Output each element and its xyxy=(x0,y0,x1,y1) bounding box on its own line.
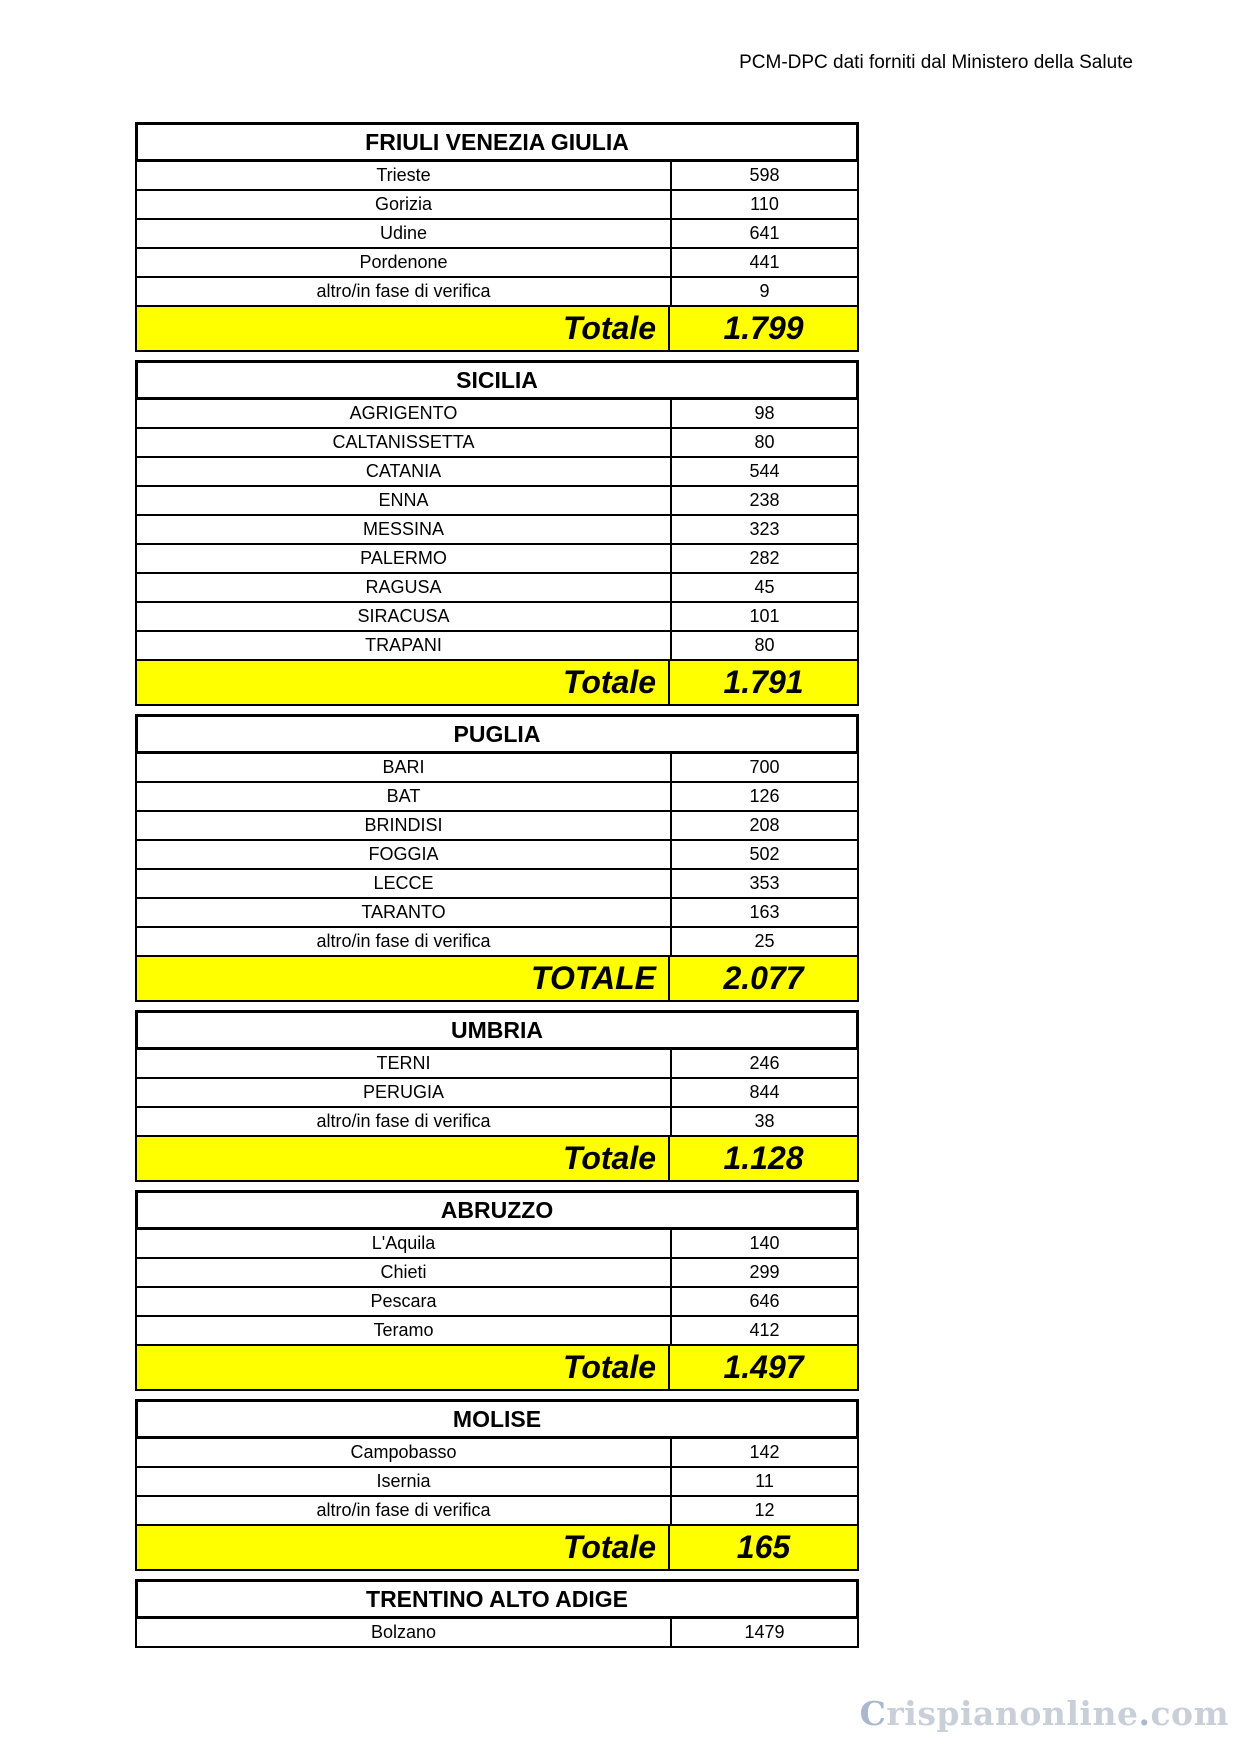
province-value: 80 xyxy=(754,635,775,655)
province-name: Bolzano xyxy=(137,1619,672,1646)
province-name: altro/in fase di verifica xyxy=(137,1108,672,1135)
province-name: PALERMO xyxy=(137,545,672,572)
region-table xyxy=(135,1010,859,1182)
province-name: altro/in fase di verifica xyxy=(137,928,672,955)
province-name: Pordenone xyxy=(137,249,672,276)
region-table xyxy=(135,714,859,1002)
province-value: 98 xyxy=(754,403,775,423)
province-row xyxy=(135,1079,859,1108)
regions-container xyxy=(135,122,859,1656)
province-value: 208 xyxy=(749,815,780,835)
province-row xyxy=(135,487,859,516)
total-value: 1.497 xyxy=(723,1349,804,1385)
total-row xyxy=(135,1526,859,1571)
total-label: TOTALE xyxy=(137,957,670,1000)
total-row xyxy=(135,1137,859,1182)
watermark-dot: . xyxy=(1138,1694,1151,1733)
province-name: Pescara xyxy=(137,1288,672,1315)
province-value: 323 xyxy=(749,519,780,539)
total-value: 1.128 xyxy=(723,1140,804,1176)
province-name: TRAPANI xyxy=(137,632,672,659)
province-row xyxy=(135,1230,859,1259)
province-value: 126 xyxy=(749,786,780,806)
region-table xyxy=(135,360,859,706)
province-name: Isernia xyxy=(137,1468,672,1495)
total-row xyxy=(135,661,859,706)
province-row xyxy=(135,545,859,574)
province-value: 441 xyxy=(749,252,780,272)
province-name: AGRIGENTO xyxy=(137,400,672,427)
total-value: 165 xyxy=(736,1529,791,1565)
province-row xyxy=(135,429,859,458)
province-row xyxy=(135,400,859,429)
province-name: FOGGIA xyxy=(137,841,672,868)
province-value: 25 xyxy=(754,931,775,951)
province-name: Trieste xyxy=(137,162,672,189)
province-name: SIRACUSA xyxy=(137,603,672,630)
province-value: 110 xyxy=(750,194,779,214)
province-row xyxy=(135,841,859,870)
province-value: 9 xyxy=(759,281,770,301)
region-title: MOLISE xyxy=(135,1399,859,1439)
region-table xyxy=(135,1190,859,1391)
province-name: PERUGIA xyxy=(137,1079,672,1106)
region-title: ABRUZZO xyxy=(135,1190,859,1230)
province-name: Gorizia xyxy=(137,191,672,218)
province-value: 140 xyxy=(749,1233,780,1253)
province-name: TERNI xyxy=(137,1050,672,1077)
province-row xyxy=(135,1108,859,1137)
province-value: 502 xyxy=(749,844,780,864)
province-row xyxy=(135,1050,859,1079)
province-name: CATANIA xyxy=(137,458,672,485)
province-name: Udine xyxy=(137,220,672,247)
watermark-body: rispianonline xyxy=(886,1694,1139,1733)
province-row xyxy=(135,1497,859,1526)
province-value: 45 xyxy=(754,577,775,597)
province-name: BRINDISI xyxy=(137,812,672,839)
province-value: 163 xyxy=(749,902,780,922)
province-name: Teramo xyxy=(137,1317,672,1344)
province-value: 412 xyxy=(749,1320,780,1340)
province-row xyxy=(135,249,859,278)
province-row xyxy=(135,1317,859,1346)
province-row xyxy=(135,899,859,928)
total-value: 1.799 xyxy=(723,310,804,346)
province-name: altro/in fase di verifica xyxy=(137,1497,672,1524)
province-row xyxy=(135,632,859,661)
province-value: 641 xyxy=(749,223,780,243)
region-table xyxy=(135,1399,859,1571)
province-name: BARI xyxy=(137,754,672,781)
total-label: Totale xyxy=(137,307,670,350)
province-name: CALTANISSETTA xyxy=(137,429,672,456)
province-value: 282 xyxy=(749,548,780,568)
province-row xyxy=(135,220,859,249)
province-value: 299 xyxy=(749,1262,780,1282)
province-value: 700 xyxy=(749,757,780,777)
source-line: PCM-DPC dati forniti dal Ministero della Salute xyxy=(739,52,1133,73)
province-row xyxy=(135,1468,859,1497)
province-row xyxy=(135,928,859,957)
region-title: UMBRIA xyxy=(135,1010,859,1050)
province-name: LECCE xyxy=(137,870,672,897)
province-row xyxy=(135,1259,859,1288)
total-label: Totale xyxy=(137,661,670,704)
province-name: BAT xyxy=(137,783,672,810)
province-name: Chieti xyxy=(137,1259,672,1286)
total-row xyxy=(135,957,859,1002)
watermark-tail: com xyxy=(1150,1694,1229,1733)
province-row xyxy=(135,783,859,812)
province-name: RAGUSA xyxy=(137,574,672,601)
province-value: 80 xyxy=(754,432,775,452)
watermark-lead: C xyxy=(859,1694,887,1733)
province-row xyxy=(135,278,859,307)
province-row xyxy=(135,1439,859,1468)
total-label: Totale xyxy=(137,1346,670,1389)
province-value: 11 xyxy=(755,1471,774,1491)
province-row xyxy=(135,458,859,487)
province-row xyxy=(135,1288,859,1317)
province-row xyxy=(135,574,859,603)
total-value: 1.791 xyxy=(723,664,804,700)
province-row xyxy=(135,1619,859,1648)
region-title: FRIULI VENEZIA GIULIA xyxy=(135,122,859,162)
province-value: 646 xyxy=(749,1291,780,1311)
province-name: ENNA xyxy=(137,487,672,514)
province-row xyxy=(135,603,859,632)
province-name: L'Aquila xyxy=(137,1230,672,1257)
total-label: Totale xyxy=(137,1137,670,1180)
region-table xyxy=(135,1579,859,1648)
province-row xyxy=(135,754,859,783)
province-value: 246 xyxy=(749,1053,780,1073)
province-value: 544 xyxy=(749,461,780,481)
province-name: MESSINA xyxy=(137,516,672,543)
total-value: 2.077 xyxy=(723,960,804,996)
province-value: 38 xyxy=(754,1111,775,1131)
province-value: 142 xyxy=(749,1442,780,1462)
province-name: altro/in fase di verifica xyxy=(137,278,672,305)
province-row xyxy=(135,812,859,841)
region-table xyxy=(135,122,859,352)
province-value: 12 xyxy=(754,1500,775,1520)
total-label: Totale xyxy=(137,1526,670,1569)
province-value: 101 xyxy=(749,606,780,626)
province-row xyxy=(135,191,859,220)
province-value: 598 xyxy=(749,165,780,185)
total-row xyxy=(135,307,859,352)
province-row xyxy=(135,870,859,899)
province-value: 1479 xyxy=(744,1622,785,1642)
region-title: SICILIA xyxy=(135,360,859,400)
total-row xyxy=(135,1346,859,1391)
province-name: TARANTO xyxy=(137,899,672,926)
province-name: Campobasso xyxy=(137,1439,672,1466)
region-title: PUGLIA xyxy=(135,714,859,754)
province-value: 238 xyxy=(749,490,780,510)
site-watermark xyxy=(860,1694,1229,1733)
province-row xyxy=(135,162,859,191)
province-row xyxy=(135,516,859,545)
province-value: 844 xyxy=(749,1082,780,1102)
region-title: TRENTINO ALTO ADIGE xyxy=(135,1579,859,1619)
province-value: 353 xyxy=(749,873,780,893)
